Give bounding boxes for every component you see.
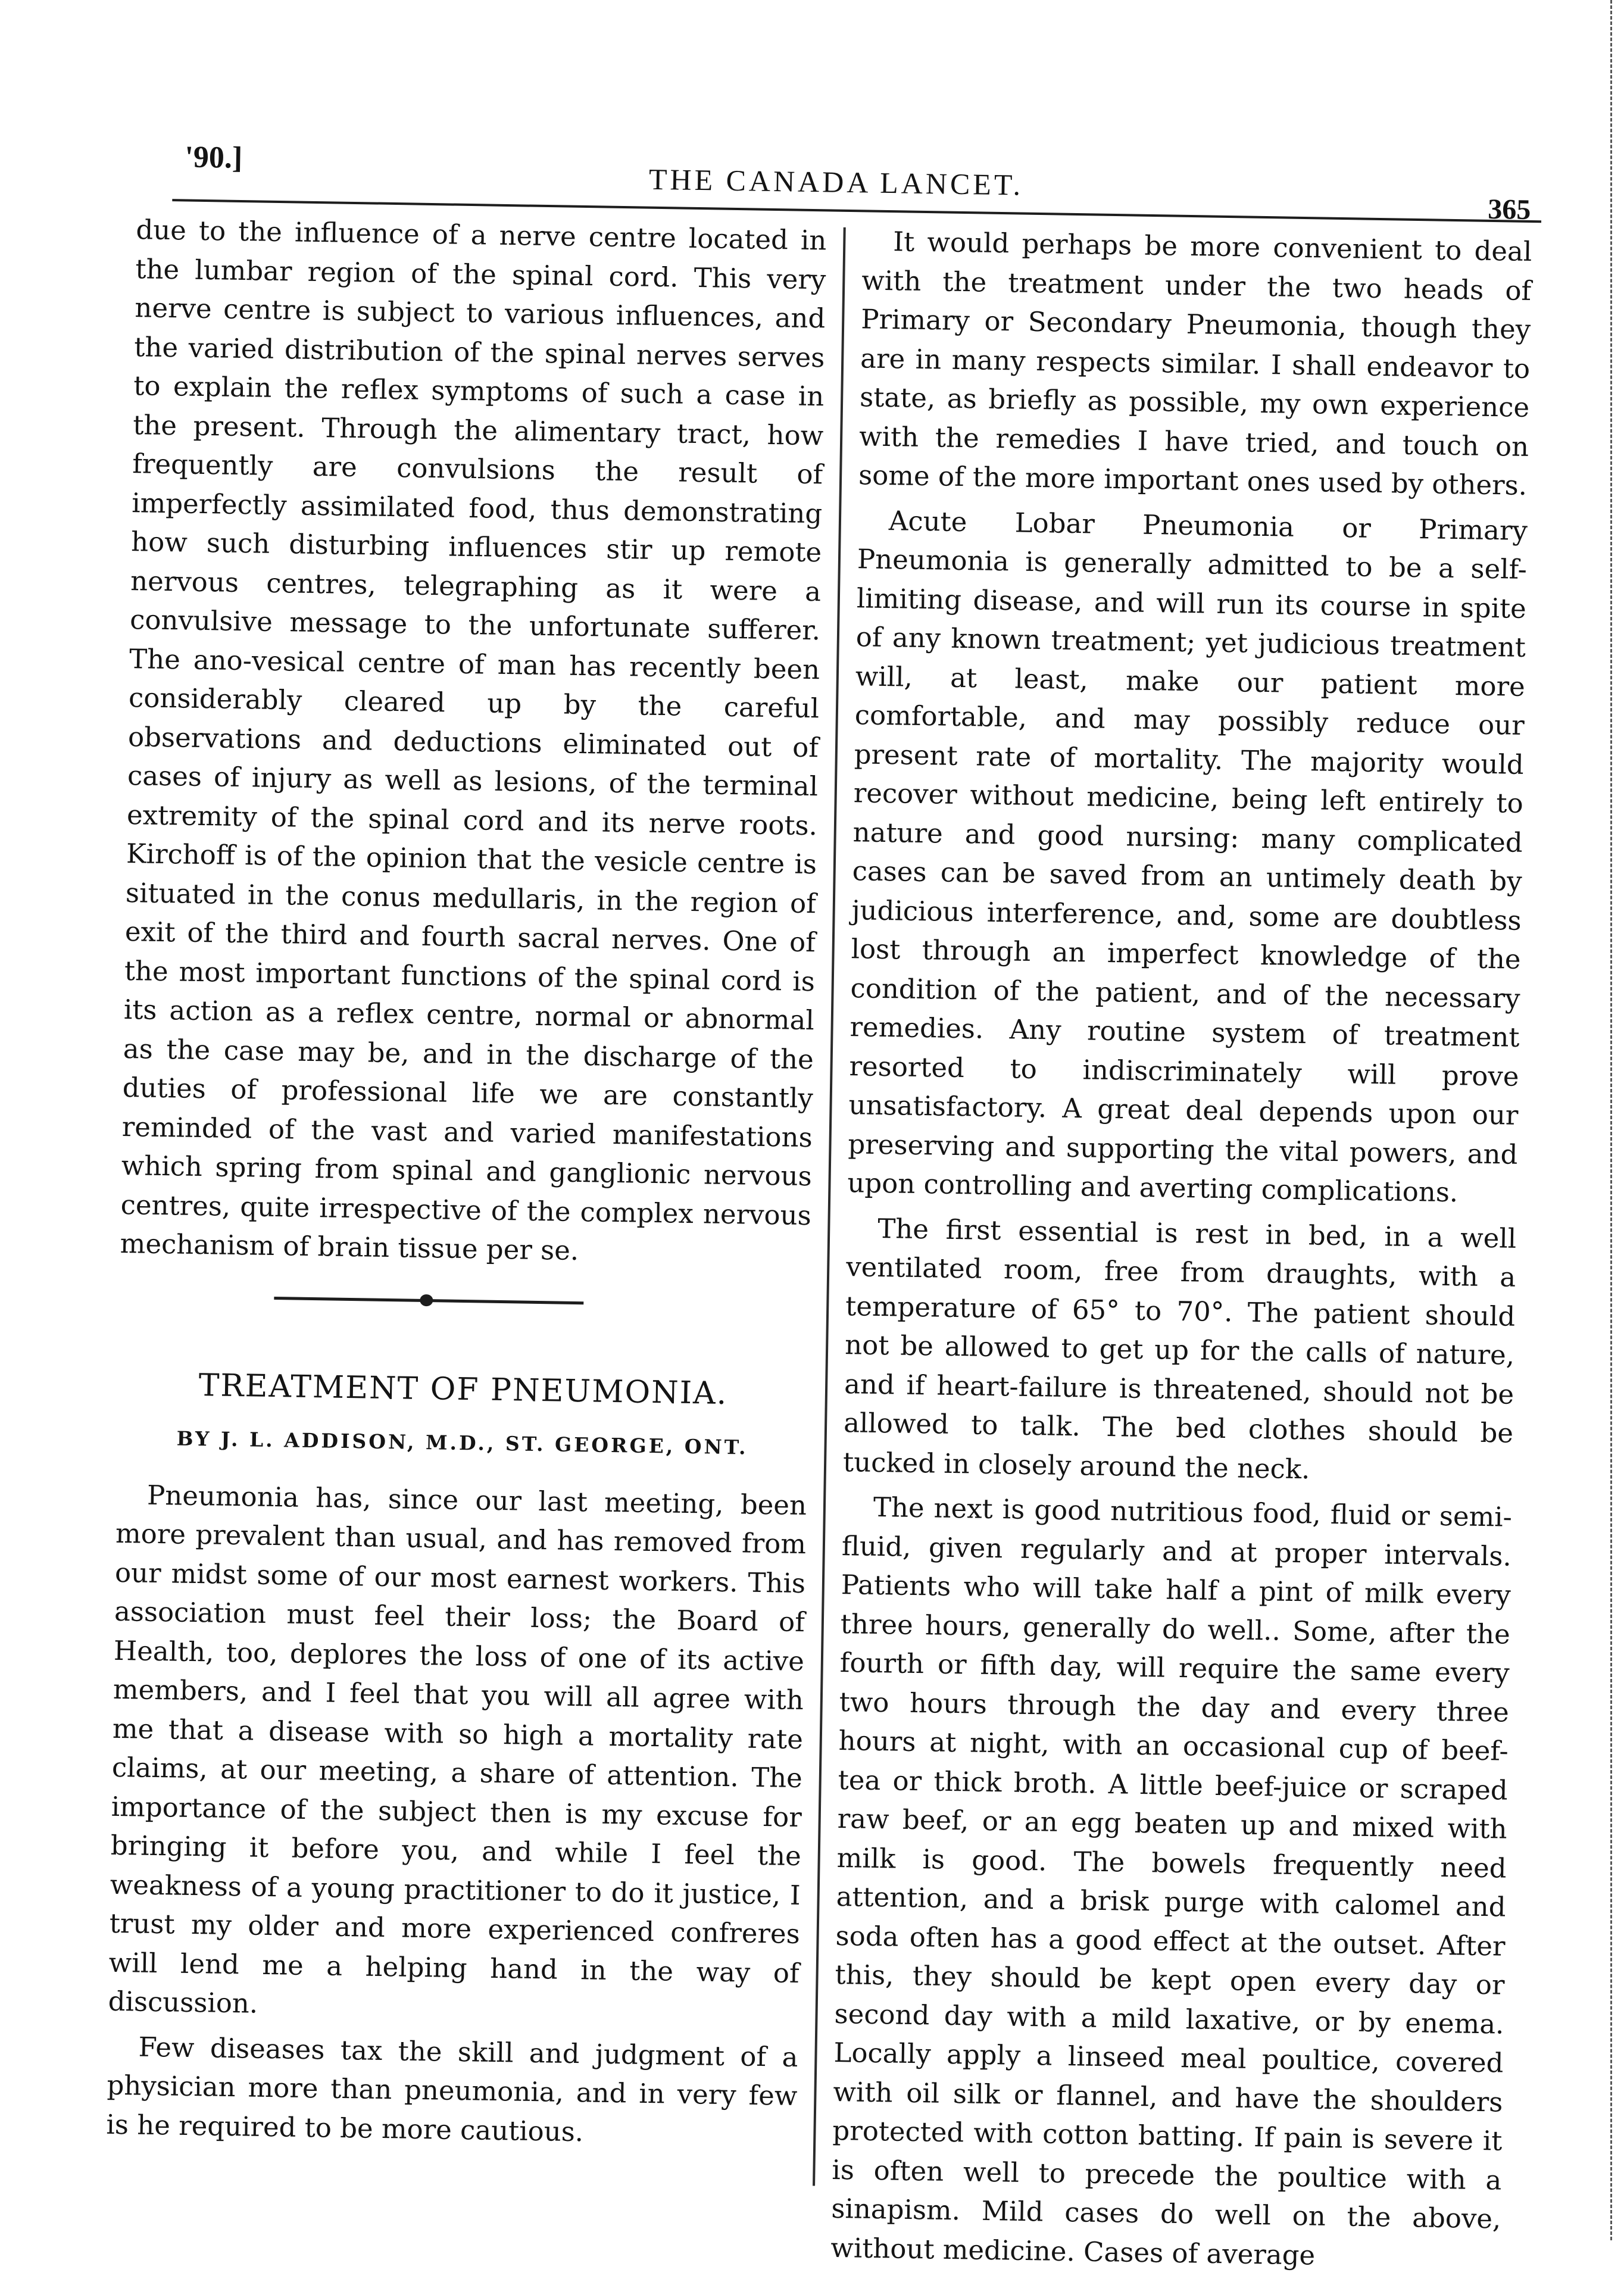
continued-paragraph: due to the influence of a nerve centre located in the lumbar region of the spinal cord. This very nerve centre is subject to various influences, and the varied distribution of the spinal nerves serves to explain the reflex symptoms of such a case in the present. Through the alimentary tract, how frequently are convulsions the result of imperfectly assimilated food, thus demonstrating how such disturbing influences stir up remote nervous centres, telegraphing as it were a convulsive message to the unfortunate sufferer. The ano-vesical centre of man has recently been considerably cleared up by the careful observations and deductions eliminated out of cases of injury as well as lesions, of the terminal extremity of the spinal cord and its nerve roots. Kirchoff is of the opinion that the vesicle centre is situated in the conus medullaris, in the region of exit of the third and fourth sacral nerves. One of the most important functions of the spinal cord is its action as a reflex centre, normal or abnormal as the case may be, and in the discharge of the duties of professional life we are constantly reminded of the vast and varied manifestations which spring from spinal and ganglionic nervous centres, quite irrespective of the complex nervous mechanism of brain tissue per se. — [120, 214, 827, 1267]
paragraph: Few diseases tax the skill and judgment of a physician more than pneumonia, and in very few is he required to be more cautious. — [106, 2031, 798, 2147]
paragraph: Pneumonia has, since our last meeting, been more prevalent than usual, and has removed from our midst some of our most earnest workers. This association must feel their loss; the Board of Health, too, deplores the loss of one of its active members, and I feel that you will all agree with me that a disease with so high a mortality rate claims, at our meeting, a share of attention. The importance of the subject then is my excuse for bringing it before you, and while I feel the weakness of a young practitioner to do it justice, I trust my older and more experienced confreres will lend me a helping hand in the way of discussion. — [108, 1479, 807, 2019]
volume-year: '90.] — [184, 140, 243, 175]
right-column — [830, 221, 1532, 2277]
section-ornament — [118, 1263, 810, 1340]
article-byline: BY J. L. ADDISON, M.D., ST. GEORGE, ONT. — [176, 1426, 748, 1459]
page-number: 365 — [1487, 193, 1531, 226]
left-column — [106, 210, 827, 2155]
paragraph: The first essential is rest in bed, in a well ventilated room, free from draughts, with a temperature of 65° to 70°. The patient should not be allowed to get up for the calls of nature, and if heart-failure is threatened, should not be allowed to talk. The bed clothes should be tucked in closely around the neck. — [842, 1212, 1517, 1485]
paragraph: Acute Lobar Pneumonia or Primary Pneumonia is generally admitted to be a self-limiting disease, and will run its course in spite of any known treatment; yet judicious treatment will, at least, make our patient more comfortable, and may possibly reduce our present rate of mortality. The majority would recover without medicine, being left entirely to nature and good nursing: many complicated cases can be saved from an untimely death by judicious interference, and, some are doubtless lost through an imperfect knowledge of the condition of the patient, and of the necessary remedies. Any routine system of treatment resorted to indiscriminately will prove unsatisfactory. A great deal depends upon our preserving and supporting the vital powers, and upon controlling and averting complications. — [847, 504, 1528, 1209]
journal-title: THE CANADA LANCET. — [648, 162, 1024, 202]
paragraph: It would perhaps be more convenient to deal with the treatment under the two heads of Primary or Secondary Pneumonia, though they are in many respects similar. I shall endeavor to state, as briefly as possible, my own experience with the remedies I have tried, and touch on some of the more important ones used by others. — [858, 226, 1532, 501]
article-title: TREATMENT OF PNEUMONIA. — [198, 1367, 728, 1412]
page-edge — [1610, 0, 1620, 2240]
paragraph: The next is good nutritious food, fluid or semi-fluid, given regularly and at proper intervals. Patients who will take half a pint of milk every three hours, generally do well.. Some, after the fourth or fifth day, will require the same every two hours through the day and every three hours at night, with an occasional cup of beef-tea or thick broth. A little beef-juice or scraped raw beef, or an egg beaten up and mixed with milk is good. The bowels frequently need attention, and a brisk purge with calomel and soda often has a good effect at the outset. After this, they should be kept open every day or second day with a mild laxative, or by enema. Locally apply a linseed meal poultice, covered with oil silk or flannel, and have the shoulders protected with cotton batting. If pain is severe it is often well to precede the poultice with a sinapism. Mild cases do well on the above, without medicine. Cases of average — [830, 1491, 1513, 2271]
ornament-dot — [420, 1294, 433, 1306]
